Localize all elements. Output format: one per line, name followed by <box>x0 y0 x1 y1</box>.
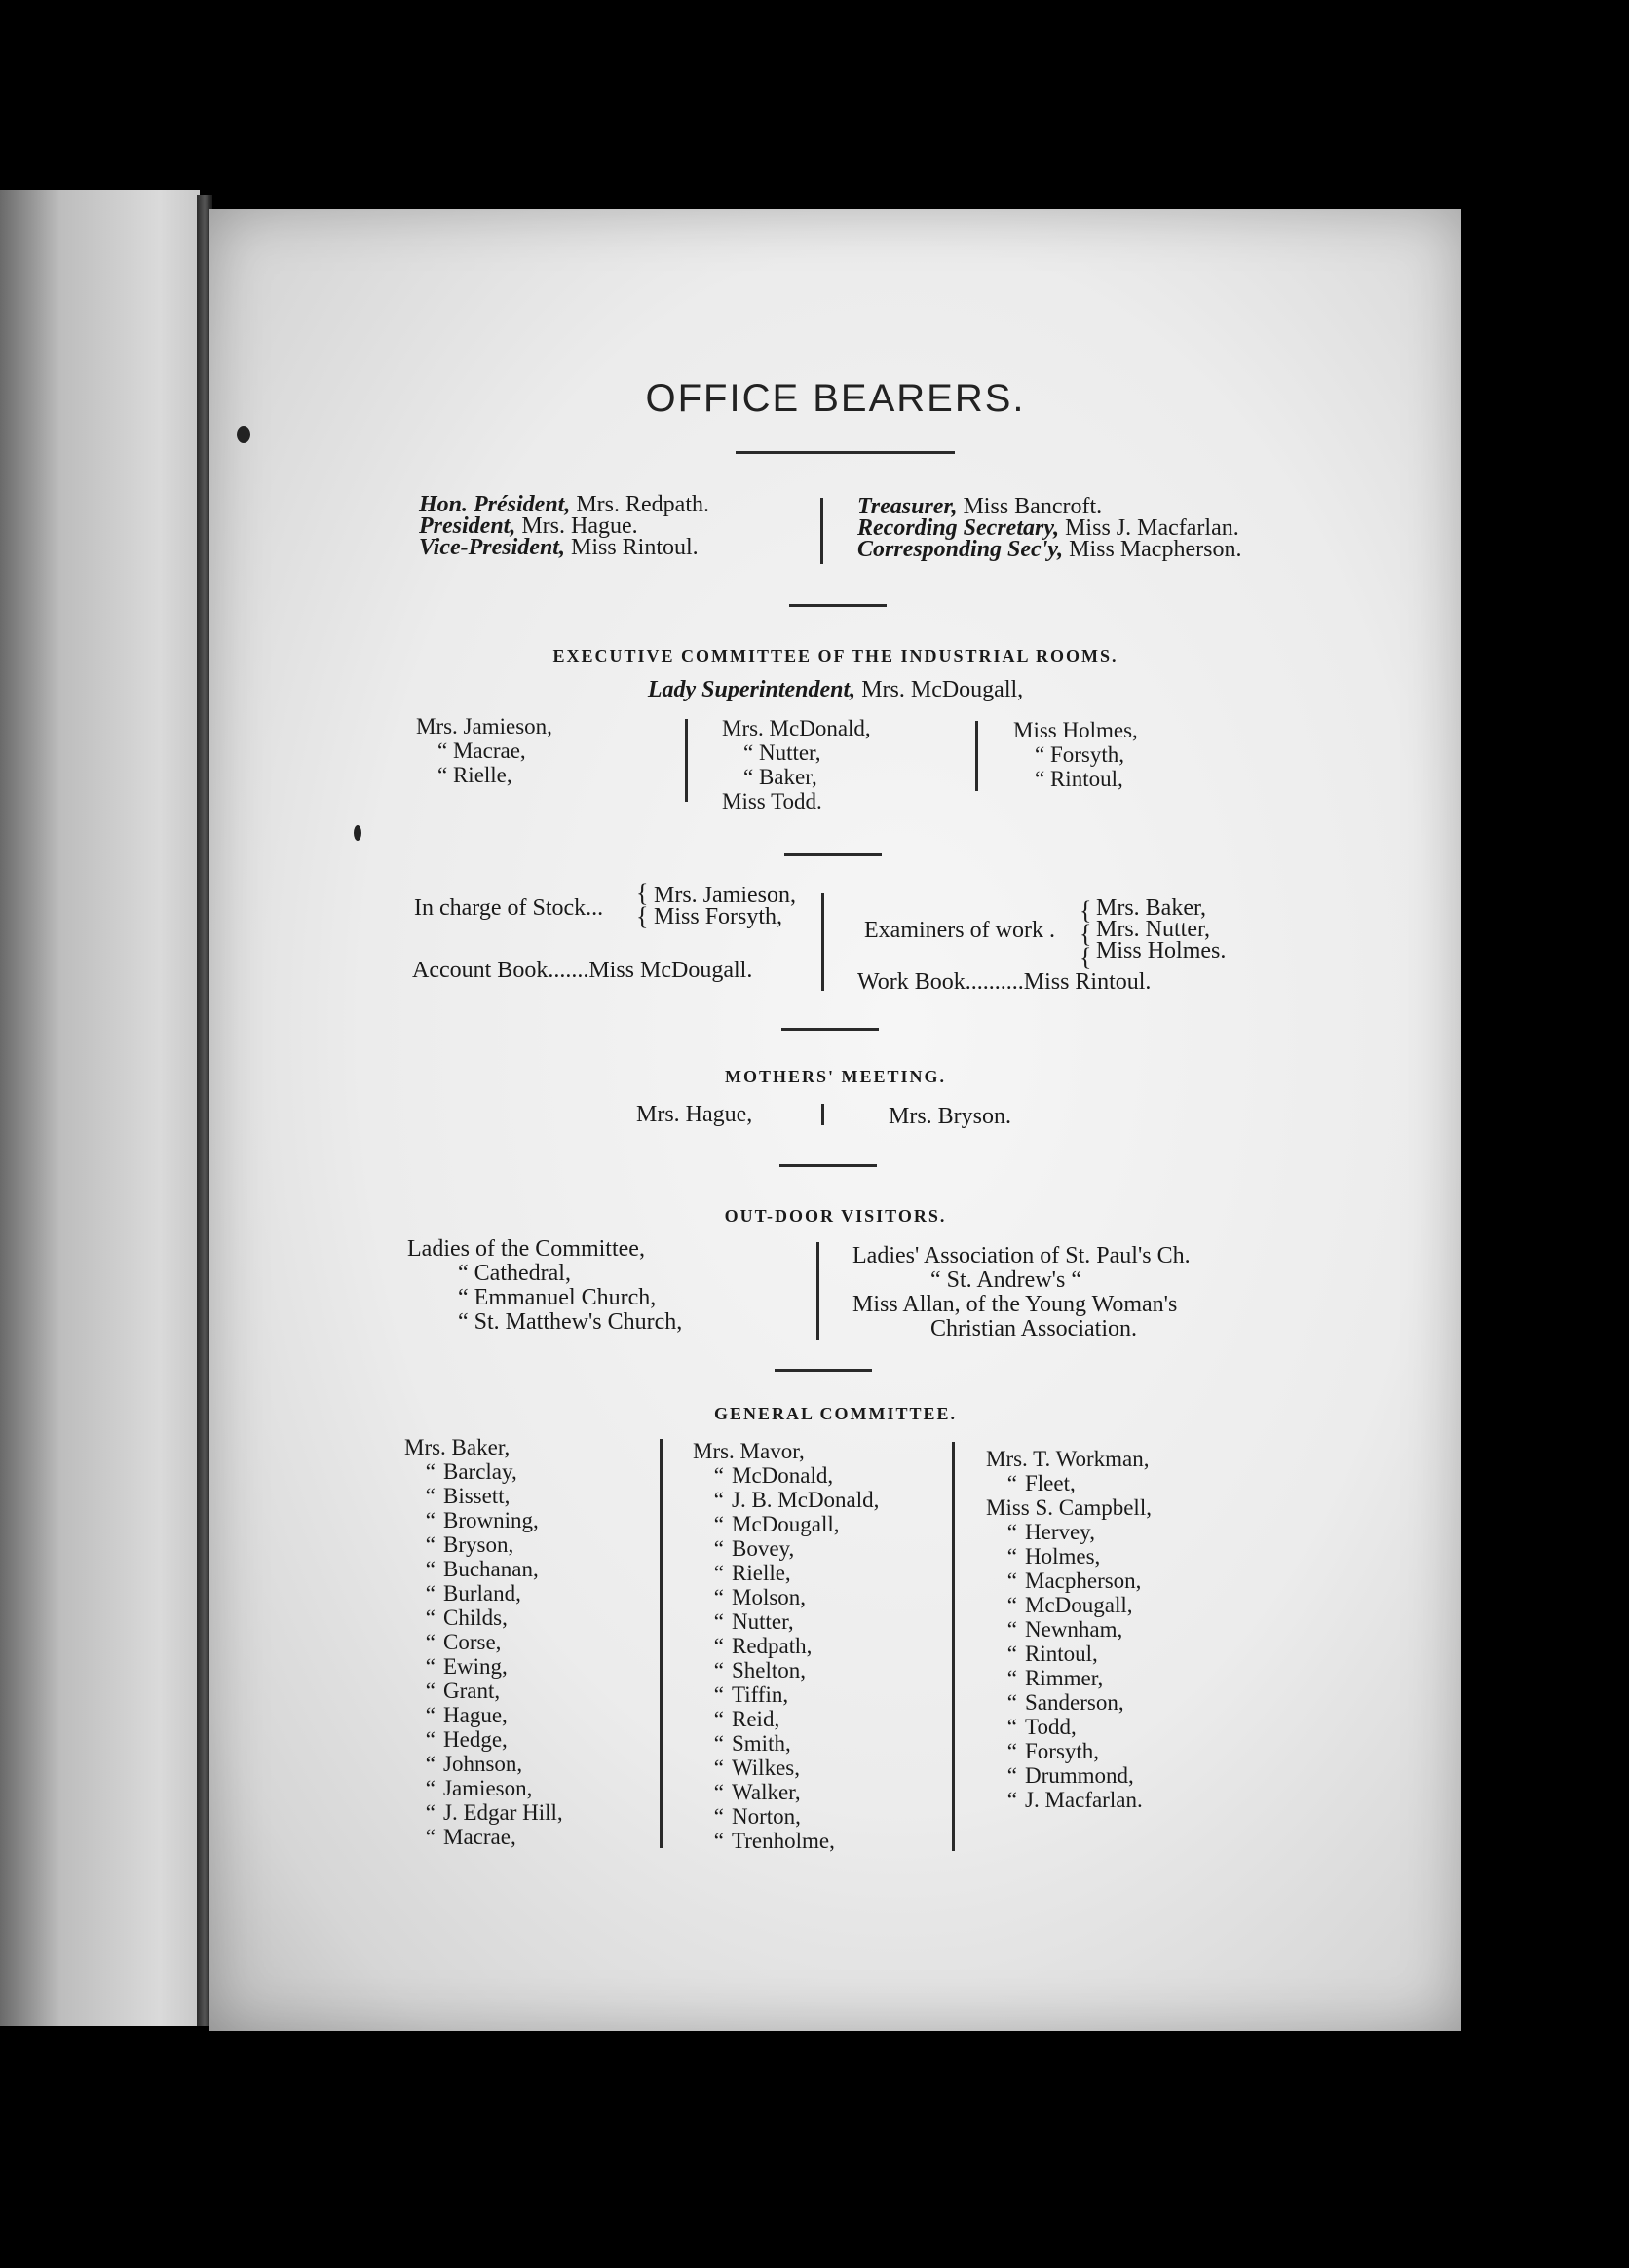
committee-member: Miss S. Campbell, <box>986 1495 1152 1520</box>
committee-member: “ Rielle, <box>693 1561 879 1585</box>
ditto-mark: “ <box>1006 1690 1017 1715</box>
ditto-mark: “ <box>713 1463 724 1488</box>
ditto-mark: “ <box>425 1654 436 1679</box>
column-divider <box>952 1442 955 1851</box>
divider <box>775 1369 872 1372</box>
committee-member: “ Buchanan, <box>404 1557 563 1581</box>
committee-member: “ Nutter, <box>693 1609 879 1634</box>
mothers-left: Mrs. Hague, <box>636 1102 753 1127</box>
stock-label: In charge of Stock... <box>414 895 604 921</box>
ditto-mark: “ <box>425 1557 436 1581</box>
committee-member: “ Barclay, <box>404 1459 563 1484</box>
committee-member: Mrs. T. Workman, <box>986 1447 1150 1471</box>
ditto-mark: “ <box>1006 1715 1017 1739</box>
committee-member: “ Redpath, <box>693 1634 879 1658</box>
committee-member: “ Rimmer, <box>986 1666 1152 1690</box>
committee-member: “ Drummond, <box>986 1763 1152 1788</box>
committee-member: “ Browning, <box>404 1508 563 1532</box>
mothers-right: Mrs. Bryson. <box>889 1104 1012 1129</box>
divider <box>789 604 887 607</box>
committee-member: “ Nutter, <box>743 740 821 765</box>
column-divider <box>816 1242 819 1340</box>
divider <box>784 853 882 856</box>
general-column-2 <box>693 1439 879 1853</box>
committee-member: “ Bissett, <box>404 1484 563 1508</box>
committee-member: “ Jamieson, <box>404 1776 563 1800</box>
ditto-mark: “ <box>713 1561 724 1585</box>
committee-member: “ Sanderson, <box>986 1690 1152 1715</box>
officers-right <box>857 496 1241 560</box>
general-column-1 <box>404 1435 563 1849</box>
workbook-line: Work Book..........Miss Rintoul. <box>857 969 1152 995</box>
ditto-mark: “ <box>425 1800 436 1825</box>
ditto-mark: “ <box>1006 1593 1017 1617</box>
column-divider <box>685 719 688 802</box>
column-divider <box>660 1439 663 1848</box>
ditto-mark: “ <box>1006 1642 1017 1666</box>
ditto-mark: “ <box>425 1630 436 1654</box>
committee-member: “ Macpherson, <box>986 1569 1152 1593</box>
committee-member: “ Wilkes, <box>693 1756 879 1780</box>
ditto-mark: “ <box>713 1634 724 1658</box>
committee-member: “ Forsyth, <box>1035 742 1124 767</box>
divider <box>736 451 955 454</box>
ditto-mark: “ <box>425 1727 436 1752</box>
ditto-mark: “ <box>425 1703 436 1727</box>
committee-member: “ Todd, <box>986 1715 1152 1739</box>
page-title: OFFICE BEARERS. <box>645 377 1026 420</box>
committee-member: “ Walker, <box>693 1780 879 1804</box>
executive-column-3 <box>1013 718 1138 791</box>
officers-left <box>419 494 709 558</box>
committee-member: “ Molson, <box>693 1585 879 1609</box>
column-divider <box>975 721 978 791</box>
committee-member: “ Ewing, <box>404 1654 563 1679</box>
column-divider <box>821 1104 824 1125</box>
committee-member: “ Holmes, <box>986 1544 1152 1569</box>
account-line: Account Book.......Miss McDougall. <box>412 958 753 983</box>
lady-superintendent: Lady Superintendent, Mrs. McDougall, <box>647 677 1024 702</box>
committee-member: Miss Holmes, <box>1013 718 1138 742</box>
committee-member: Mrs. Mavor, <box>693 1439 805 1463</box>
executive-heading: EXECUTIVE COMMITTEE OF THE INDUSTRIAL ROOMS. <box>552 646 1118 665</box>
examiners-label: Examiners of work . <box>864 918 1055 943</box>
committee-member: “ Hedge, <box>404 1727 563 1752</box>
divider <box>781 1028 879 1031</box>
committee-member: “ Rintoul, <box>1035 767 1123 791</box>
column-divider <box>820 498 823 564</box>
visitors-right: Ladies' Association of St. Paul's Ch. “ St. Andrew's “ Miss Allan, of the Young Woman's Christian Association. <box>852 1243 1191 1342</box>
ditto-mark: “ <box>425 1508 436 1532</box>
committee-member: “ Forsyth, <box>986 1739 1152 1763</box>
committee-member: “ J. Macfarlan. <box>986 1788 1152 1812</box>
committee-member: “ Macrae, <box>404 1825 563 1849</box>
mothers-heading: MOTHERS' MEETING. <box>724 1067 947 1086</box>
ditto-mark: “ <box>713 1731 724 1756</box>
officer-line: Treasurer, Miss Bancroft. <box>857 494 1103 519</box>
ditto-mark: “ <box>425 1825 436 1849</box>
ditto-mark: “ <box>1006 1617 1017 1642</box>
committee-member: Mrs. McDonald, <box>722 716 871 740</box>
general-heading: GENERAL COMMITTEE. <box>713 1404 958 1423</box>
examiners-names: Mrs. Baker, Mrs. Nutter, Miss Holmes. <box>1096 895 1227 964</box>
committee-member: “ Baker, <box>743 765 817 789</box>
ditto-mark: “ <box>425 1606 436 1630</box>
ditto-mark: “ <box>1006 1739 1017 1763</box>
ditto-mark: “ <box>713 1512 724 1536</box>
officer-line: Corresponding Sec'y, Miss Macpherson. <box>857 537 1242 562</box>
committee-member: “ Norton, <box>693 1804 879 1829</box>
committee-member: “ J. Edgar Hill, <box>404 1800 563 1825</box>
ditto-mark: “ <box>425 1581 436 1606</box>
ditto-mark: “ <box>713 1707 724 1731</box>
officer-line: President, Mrs. Hague. <box>419 513 638 539</box>
ditto-mark: “ <box>713 1682 724 1707</box>
ditto-mark: “ <box>713 1780 724 1804</box>
committee-member: “ McDonald, <box>693 1463 879 1488</box>
executive-column-2 <box>722 716 871 813</box>
ditto-mark: “ <box>713 1488 724 1512</box>
ink-speck <box>237 426 250 443</box>
ditto-mark: “ <box>713 1609 724 1634</box>
ink-speck <box>354 825 361 841</box>
document-page <box>209 209 1461 2031</box>
committee-member: “ Macrae, <box>437 738 526 763</box>
column-divider <box>821 893 824 991</box>
ditto-mark: “ <box>425 1484 436 1508</box>
ditto-mark: “ <box>713 1756 724 1780</box>
brace: { { <box>636 879 649 930</box>
general-column-3 <box>986 1447 1152 1812</box>
facing-page <box>0 190 200 2026</box>
ditto-mark: “ <box>425 1679 436 1703</box>
officer-line: Hon. Président, Mrs. Redpath. <box>419 492 709 517</box>
committee-member: “ Hague, <box>404 1703 563 1727</box>
ditto-mark: “ <box>1006 1788 1017 1812</box>
ditto-mark: “ <box>713 1804 724 1829</box>
visitors-heading: OUT-DOOR VISITORS. <box>724 1206 947 1226</box>
committee-member: “ Reid, <box>693 1707 879 1731</box>
visitors-left: Ladies of the Committee, “ Cathedral, “ Emmanuel Church, “ St. Matthew's Church, <box>407 1236 683 1335</box>
officer-line: Recording Secretary, Miss J. Macfarlan. <box>857 515 1239 541</box>
committee-member: “ Hervey, <box>986 1520 1152 1544</box>
ditto-mark: “ <box>713 1829 724 1853</box>
committee-member: “ Shelton, <box>693 1658 879 1682</box>
committee-member: “ Childs, <box>404 1606 563 1630</box>
committee-member: “ Newnham, <box>986 1617 1152 1642</box>
committee-member: “ McDougall, <box>693 1512 879 1536</box>
ditto-mark: “ <box>1006 1763 1017 1788</box>
ditto-mark: “ <box>713 1585 724 1609</box>
committee-member: “ Burland, <box>404 1581 563 1606</box>
stock-names: Mrs. Jamieson, Miss Forsyth, <box>654 883 796 929</box>
ditto-mark: “ <box>1006 1520 1017 1544</box>
committee-member: “ Rielle, <box>437 763 512 787</box>
committee-member: Mrs. Jamieson, <box>416 714 552 738</box>
committee-member: Miss Todd. <box>722 789 822 813</box>
committee-member: “ Tiffin, <box>693 1682 879 1707</box>
committee-member: “ Bovey, <box>693 1536 879 1561</box>
committee-member: “ Rintoul, <box>986 1642 1152 1666</box>
committee-member: Mrs. Baker, <box>404 1435 511 1459</box>
committee-member: “ Fleet, <box>986 1471 1152 1495</box>
officer-line: Vice-President, Miss Rintoul. <box>419 535 699 560</box>
committee-member: “ Johnson, <box>404 1752 563 1776</box>
ditto-mark: “ <box>425 1532 436 1557</box>
ditto-mark: “ <box>425 1752 436 1776</box>
ditto-mark: “ <box>425 1776 436 1800</box>
committee-member: “ J. B. McDonald, <box>693 1488 879 1512</box>
committee-member: “ Trenholme, <box>693 1829 879 1853</box>
ditto-mark: “ <box>1006 1471 1017 1495</box>
executive-column-1 <box>416 714 552 787</box>
brace: { { { <box>1080 896 1092 971</box>
ditto-mark: “ <box>1006 1569 1017 1593</box>
committee-member: “ Grant, <box>404 1679 563 1703</box>
divider <box>779 1164 877 1167</box>
ditto-mark: “ <box>425 1459 436 1484</box>
ditto-mark: “ <box>1006 1666 1017 1690</box>
committee-member: “ Bryson, <box>404 1532 563 1557</box>
ditto-mark: “ <box>1006 1544 1017 1569</box>
committee-member: “ Corse, <box>404 1630 563 1654</box>
ditto-mark: “ <box>713 1658 724 1682</box>
committee-member: “ McDougall, <box>986 1593 1152 1617</box>
ditto-mark: “ <box>713 1536 724 1561</box>
committee-member: “ Smith, <box>693 1731 879 1756</box>
